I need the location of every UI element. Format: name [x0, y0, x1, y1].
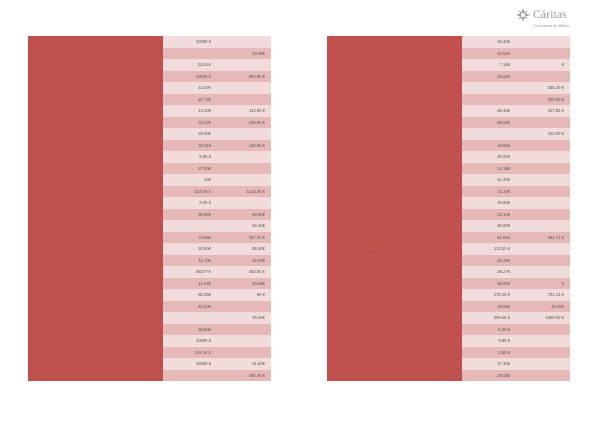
- total-cell: [516, 140, 570, 152]
- label-cell: [327, 59, 462, 71]
- label-cell: [28, 232, 163, 244]
- table-row: [327, 117, 570, 129]
- total-cell: [217, 82, 271, 94]
- total-cell: [217, 151, 271, 163]
- amount-cell: 27.00€: [163, 163, 217, 175]
- table-row: [327, 36, 570, 48]
- label-cell: [327, 36, 462, 48]
- amount-cell: 275.20 €: [462, 289, 516, 301]
- amount-cell: 41.20€: [462, 174, 516, 186]
- label-cell: [28, 255, 163, 267]
- table-row: [28, 71, 271, 83]
- amount-cell: 81.81€: [462, 232, 516, 244]
- label-cell: [28, 105, 163, 117]
- label-cell: [28, 59, 163, 71]
- total-cell: 1050.00 €: [516, 312, 570, 324]
- amount-cell: 5.20 €: [462, 324, 516, 336]
- table-row: [327, 324, 570, 336]
- total-cell: 400.00 €: [217, 266, 271, 278]
- table-row: [327, 151, 570, 163]
- total-cell: [516, 324, 570, 336]
- table-row: [28, 301, 271, 313]
- table-row: [28, 347, 271, 359]
- table-row: [28, 94, 271, 106]
- total-cell: 136.00 €: [217, 117, 271, 129]
- amount-cell: 3.50 €: [462, 347, 516, 359]
- table-row: [327, 243, 570, 255]
- label-cell: [327, 335, 462, 347]
- label-cell: [327, 370, 462, 382]
- total-cell: [217, 59, 271, 71]
- label-cell: [28, 324, 163, 336]
- table-row: [28, 312, 271, 324]
- total-cell: €: [516, 278, 570, 290]
- table-row: [327, 48, 570, 60]
- amount-cell: 9.90 €: [462, 335, 516, 347]
- table-row: [327, 232, 570, 244]
- amount-cell: 223.69 €: [163, 186, 217, 198]
- amount-cell: 14.18€: [462, 163, 516, 175]
- total-cell: 130.05 €: [217, 140, 271, 152]
- amount-cell: 16000 €: [163, 358, 217, 370]
- label-cell: [28, 312, 163, 324]
- total-cell: 50.00€: [217, 209, 271, 221]
- total-cell: 361.71 €: [516, 232, 570, 244]
- total-cell: [516, 243, 570, 255]
- label-cell: [28, 36, 163, 48]
- total-cell: €: [516, 59, 570, 71]
- total-cell: 102.00 €: [516, 128, 570, 140]
- amount-cell: 6.80 €: [163, 151, 217, 163]
- total-cell: [217, 163, 271, 175]
- label-cell: [327, 324, 462, 336]
- table-row: [327, 220, 570, 232]
- label-cell: [327, 358, 462, 370]
- table-row: [28, 105, 271, 117]
- amount-cell: [163, 48, 217, 60]
- table-row: [327, 140, 570, 152]
- amount-cell: 35.00€: [462, 220, 516, 232]
- table-row: [327, 312, 570, 324]
- table-row: [327, 163, 570, 175]
- table-row: [327, 358, 570, 370]
- amount-cell: 38.50€: [163, 324, 217, 336]
- total-cell: 114.00 €: [217, 105, 271, 117]
- amount-cell: 41.02€: [163, 278, 217, 290]
- label-cell: [327, 174, 462, 186]
- label-cell: [327, 278, 462, 290]
- total-cell: 255.30 €: [516, 82, 570, 94]
- label-cell: [28, 151, 163, 163]
- total-cell: [217, 197, 271, 209]
- left-amounts-table: [28, 36, 271, 381]
- logo-name: Cáritas: [533, 9, 567, 21]
- label-cell: [327, 140, 462, 152]
- table-row: [28, 151, 271, 163]
- total-cell: [516, 174, 570, 186]
- table-row: [28, 232, 271, 244]
- label-cell: [28, 48, 163, 60]
- label-cell: [327, 105, 462, 117]
- label-cell: [28, 289, 163, 301]
- table-row: [327, 301, 570, 313]
- label-cell: [327, 347, 462, 359]
- table-row: [327, 71, 570, 83]
- total-cell: [516, 71, 570, 83]
- total-cell: 61.50€: [217, 358, 271, 370]
- total-cell: 317.55 €: [516, 105, 570, 117]
- total-cell: [516, 266, 570, 278]
- amount-cell: 11.70€: [163, 255, 217, 267]
- table-row: [327, 186, 570, 198]
- total-cell: [217, 128, 271, 140]
- amount-cell: 21.72€: [163, 94, 217, 106]
- amount-cell: 20.60€: [163, 243, 217, 255]
- total-cell: [516, 163, 570, 175]
- amount-cell: 42.50€: [163, 301, 217, 313]
- total-cell: [516, 151, 570, 163]
- label-cell: [327, 243, 462, 255]
- amount-cell: 58.00€: [462, 278, 516, 290]
- label-cell: [28, 301, 163, 313]
- table-row: [28, 186, 271, 198]
- table-row: [28, 174, 271, 186]
- total-cell: [516, 209, 570, 221]
- label-cell: [327, 48, 462, 60]
- amount-cell: 15.52€: [462, 48, 516, 60]
- label-cell: [327, 82, 462, 94]
- total-cell: [217, 324, 271, 336]
- table-row: [327, 347, 570, 359]
- table-row: [327, 128, 570, 140]
- label-cell: [327, 151, 462, 163]
- label-cell: [327, 209, 462, 221]
- amount-cell: 30.92€: [163, 209, 217, 221]
- label-cell: [327, 255, 462, 267]
- total-cell: 82.40€: [217, 220, 271, 232]
- table-row: [327, 59, 570, 71]
- label-cell: [327, 197, 462, 209]
- amount-cell: [163, 312, 217, 324]
- total-cell: [516, 358, 570, 370]
- total-cell: [217, 335, 271, 347]
- amount-cell: 112.02 €: [462, 243, 516, 255]
- label-cell: [28, 140, 163, 152]
- table-row: [28, 59, 271, 71]
- label-cell: [327, 266, 462, 278]
- amount-cell: 20000 €: [163, 335, 217, 347]
- total-cell: 207.70 €: [217, 232, 271, 244]
- table-row: [28, 255, 271, 267]
- table-row: [28, 278, 271, 290]
- table-row: [28, 335, 271, 347]
- label-cell: [327, 301, 462, 313]
- label-cell: [28, 243, 163, 255]
- amount-cell: 50.35€: [163, 289, 217, 301]
- amount-cell: [163, 220, 217, 232]
- amount-cell: [163, 370, 217, 382]
- label-cell: [28, 370, 163, 382]
- label-cell: [28, 220, 163, 232]
- amount-cell: 10200 €: [163, 36, 217, 48]
- amount-cell: [462, 82, 516, 94]
- table-row: [327, 335, 570, 347]
- amount-cell: 42€: [163, 174, 217, 186]
- amount-cell: 13.07€: [163, 82, 217, 94]
- label-cell: [28, 174, 163, 186]
- total-cell: 1133.36 €: [217, 186, 271, 198]
- amount-cell: 23625 €: [163, 71, 217, 83]
- amount-cell: [462, 128, 516, 140]
- label-cell: [327, 186, 462, 198]
- table-row: [28, 324, 271, 336]
- label-cell: [327, 94, 462, 106]
- table-row: [327, 94, 570, 106]
- total-cell: 40.02€: [516, 301, 570, 313]
- amount-cell: 46.32€: [462, 36, 516, 48]
- amount-cell: 25.00€: [163, 128, 217, 140]
- amount-cell: 134.14 €: [163, 347, 217, 359]
- table-row: [28, 140, 271, 152]
- amount-cell: 309.25 €: [462, 312, 516, 324]
- table-row: [327, 209, 570, 221]
- table-row: [327, 105, 570, 117]
- logo-subtitle: Diocesana de Bilbao: [533, 23, 570, 28]
- table-row: [28, 36, 271, 48]
- label-cell: [28, 358, 163, 370]
- amount-cell: 19.80€: [462, 197, 516, 209]
- total-cell: [516, 48, 570, 60]
- caritas-logo: [516, 8, 590, 36]
- amount-cell: 26.25€: [462, 255, 516, 267]
- amount-cell: 18.52€: [462, 71, 516, 83]
- label-cell: [327, 163, 462, 175]
- table-row: [327, 278, 570, 290]
- table-row: [327, 174, 570, 186]
- label-cell: [327, 289, 462, 301]
- label-cell: [28, 347, 163, 359]
- label-cell: [327, 128, 462, 140]
- table-row: [28, 266, 271, 278]
- total-cell: 694.50 €: [217, 71, 271, 83]
- table-row: [327, 266, 570, 278]
- table-row: [28, 209, 271, 221]
- amount-cell: 5.00 €: [163, 197, 217, 209]
- amount-cell: 38.27€: [462, 266, 516, 278]
- total-cell: 731.12 €: [516, 289, 570, 301]
- label-cell: [28, 209, 163, 221]
- amount-cell: [462, 94, 516, 106]
- label-cell: [28, 82, 163, 94]
- total-cell: 406.76 €: [217, 370, 271, 382]
- label-cell: [327, 71, 462, 83]
- dash-mark: –: [368, 250, 371, 256]
- total-cell: [516, 36, 570, 48]
- amount-cell: 18.81€: [462, 140, 516, 152]
- amount-cell: 18.65€: [462, 301, 516, 313]
- amount-cell: 7.16€: [462, 59, 516, 71]
- table-row: [28, 358, 271, 370]
- table-row: [28, 197, 271, 209]
- table-row: [327, 197, 570, 209]
- total-cell: [516, 347, 570, 359]
- total-cell: 40.68€: [217, 278, 271, 290]
- table-row: [28, 289, 271, 301]
- table-row: [327, 370, 570, 382]
- amount-cell: 68.63€: [462, 117, 516, 129]
- total-cell: [516, 197, 570, 209]
- total-cell: [217, 94, 271, 106]
- table-row: [28, 243, 271, 255]
- total-cell: [516, 220, 570, 232]
- total-cell: 33.00€: [217, 48, 271, 60]
- total-cell: [516, 186, 570, 198]
- amount-cell: 52.61€: [163, 59, 217, 71]
- amount-cell: 28.46€: [462, 105, 516, 117]
- amount-cell: 35.00€: [462, 151, 516, 163]
- amount-cell: 32.27€: [163, 117, 217, 129]
- amount-cell: 11.20€: [462, 186, 516, 198]
- label-cell: [28, 163, 163, 175]
- label-cell: [28, 71, 163, 83]
- table-row: [327, 82, 570, 94]
- label-cell: [327, 232, 462, 244]
- amount-cell: 78.31€: [163, 140, 217, 152]
- total-cell: [217, 174, 271, 186]
- table-row: [327, 289, 570, 301]
- total-cell: [516, 370, 570, 382]
- label-cell: [28, 266, 163, 278]
- table-row: [28, 220, 271, 232]
- total-cell: 200.00 €: [516, 94, 570, 106]
- amount-cell: 17.30€: [462, 358, 516, 370]
- amount-cell: 12.20€: [163, 105, 217, 117]
- label-cell: [28, 197, 163, 209]
- total-cell: [516, 117, 570, 129]
- table-row: [28, 163, 271, 175]
- label-cell: [28, 278, 163, 290]
- label-cell: [28, 94, 163, 106]
- total-cell: [217, 347, 271, 359]
- amount-cell: 22.10€: [462, 209, 516, 221]
- label-cell: [28, 117, 163, 129]
- label-cell: [28, 335, 163, 347]
- amount-cell: 28.65€: [462, 370, 516, 382]
- total-cell: [217, 301, 271, 313]
- label-cell: [327, 220, 462, 232]
- table-row: [28, 370, 271, 382]
- amount-cell: 72.58€: [163, 232, 217, 244]
- total-cell: 45.00€: [217, 255, 271, 267]
- label-cell: [28, 128, 163, 140]
- caritas-cross-icon: [516, 8, 530, 22]
- total-cell: 85.50€: [217, 243, 271, 255]
- label-cell: [28, 186, 163, 198]
- total-cell: [516, 335, 570, 347]
- label-cell: [327, 117, 462, 129]
- amount-cell: 38277 €: [163, 266, 217, 278]
- table-row: [28, 48, 271, 60]
- table-row: [28, 128, 271, 140]
- table-row: [28, 117, 271, 129]
- total-cell: 00 €: [217, 289, 271, 301]
- total-cell: [516, 255, 570, 267]
- total-cell: [217, 36, 271, 48]
- table-row: [327, 255, 570, 267]
- right-amounts-table: [327, 36, 570, 381]
- table-row: [28, 82, 271, 94]
- label-cell: [327, 312, 462, 324]
- total-cell: 30.20€: [217, 312, 271, 324]
